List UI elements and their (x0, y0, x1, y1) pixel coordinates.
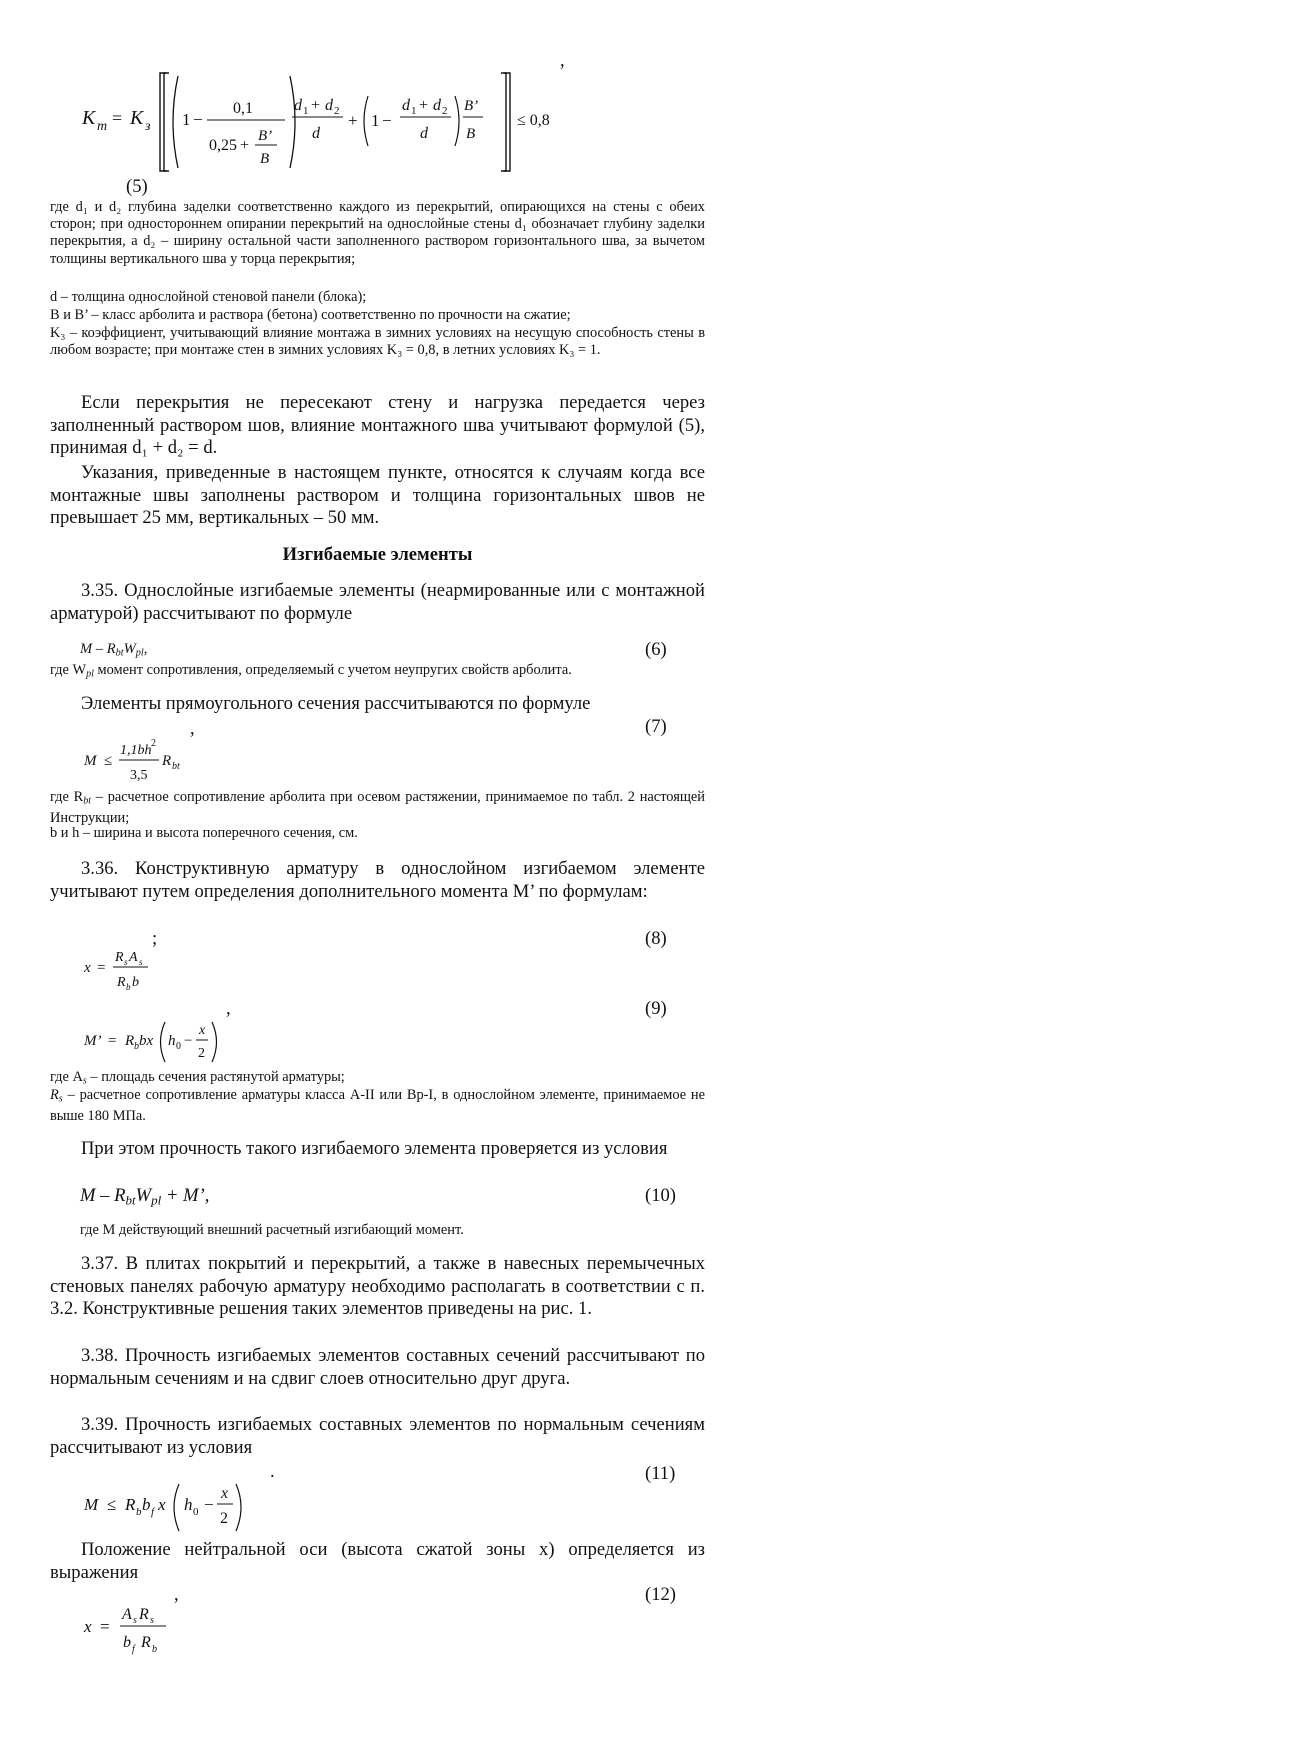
where9b: $R_s$ – расчетное сопротивление арматуры класса А-II или Вр-I, в однослойном элементе, принимаемое не выше 180 МПа. (50, 1087, 705, 1124)
svg-text:R: R (117, 975, 126, 990)
formula-9-comma: , (226, 998, 231, 1019)
svg-text:b: b (152, 1644, 157, 1655)
svg-text:0,25: 0,25 (209, 137, 237, 154)
svg-text:x: x (84, 1617, 92, 1636)
paragraph-3-39: 3.39. Прочность изгибаемых составных элементов по нормальным сечениям рассчитывают из условия (50, 1414, 705, 1458)
svg-text:A: A (122, 1606, 132, 1623)
formula-7-comma: , (190, 718, 195, 739)
where5-line3: B и B’ – класс арболита и раствора (бетона) соответственно по прочности на сжатие; (50, 307, 571, 323)
formula-12-comma: , (174, 1584, 179, 1605)
where6: где $W_{pl}$ момент сопротивления, определяемый с учетом неупругих свойств арболита. (50, 662, 572, 680)
formula-7-label: (7) (645, 716, 667, 737)
svg-text:−: − (204, 1495, 214, 1514)
svg-text:d: d (325, 97, 333, 114)
svg-text:1: 1 (303, 105, 309, 117)
formula-11-label: (11) (645, 1463, 676, 1484)
paragraph-condition: При этом прочность такого изгибаемого элемента проверяется из условия (81, 1138, 668, 1159)
paragraph-2: Указания, приведенные в настоящем пункте, относятся к случаям когда все монтажные швы заполнены раствором и толщина горизонтальных швов не превышает 25 мм, вертикальных – 50 мм. (50, 462, 705, 529)
svg-text:2: 2 (442, 105, 448, 117)
formula-10-label: (10) (645, 1185, 676, 1206)
svg-text:bx: bx (139, 1033, 154, 1049)
svg-text:≤: ≤ (104, 753, 113, 769)
svg-text:B’: B’ (258, 128, 273, 144)
where9: где $A_s$ – площадь сечения растянутой арматуры; (50, 1069, 345, 1087)
svg-text:b: b (123, 1634, 131, 1651)
svg-text:=: = (97, 960, 106, 976)
svg-text:2: 2 (334, 105, 340, 117)
where5-line2: d – толщина однослойной стеновой панели (блока); (50, 289, 367, 305)
formula-8 (80, 942, 170, 994)
svg-text:x: x (199, 1023, 206, 1038)
svg-text:x: x (84, 960, 91, 976)
formula-5-label: (5) (126, 176, 148, 197)
svg-text:≤: ≤ (107, 1495, 117, 1514)
svg-text:B’: B’ (464, 98, 479, 114)
svg-text:d: d (433, 97, 441, 114)
svg-text:=: = (100, 1617, 110, 1636)
formula-5 (80, 68, 560, 178)
formula-9-label: (9) (645, 998, 667, 1019)
svg-text:1,1bh: 1,1bh (120, 743, 152, 758)
where5-line4: K₃ – коэффициент, учитывающий влияние монтажа в зимних условиях на несущую способность стены в любом возрасте; при монтаже стен в зимних условиях K₃ = 0,8, в летних условиях K₃ = 1. (50, 325, 705, 359)
svg-text:R: R (125, 1033, 135, 1049)
svg-text:d: d (420, 125, 428, 142)
formula-12 (80, 1598, 190, 1660)
svg-text:2: 2 (151, 738, 156, 749)
svg-text:b: b (132, 975, 139, 990)
paragraph-3-37: 3.37. В плитах покрытий и перекрытий, а также в навесных перемычечных стеновых панелях рабочую арматуру необходимо располагать в соответствии с п. 3.2. Конструктивные решения таких элементов приведены на рис. 1. (50, 1253, 705, 1320)
formula-5-comma: , (560, 50, 565, 71)
svg-text:h: h (168, 1033, 176, 1049)
svg-text:bt: bt (172, 761, 180, 772)
svg-text:−: − (193, 110, 203, 129)
f5-lhs-sub: m (97, 119, 108, 134)
f5-k3-sub: з (145, 119, 151, 134)
svg-text:3,5: 3,5 (130, 768, 148, 783)
svg-text:b: b (136, 1506, 142, 1518)
svg-text:1: 1 (411, 105, 417, 117)
svg-text:h: h (184, 1495, 193, 1514)
svg-text:−: − (382, 111, 392, 130)
formula-9 (80, 1010, 230, 1065)
formula-6-label: (6) (645, 639, 667, 660)
svg-text:A: A (129, 950, 138, 965)
svg-text:R: R (125, 1495, 136, 1514)
formula-8-label: (8) (645, 928, 667, 949)
formula-11-dot: . (270, 1461, 275, 1482)
svg-text:R: R (141, 1634, 151, 1651)
where7: где $R_{bt}$ – расчетное сопротивление арболита при осевом растяжении, принимаемое по табл. 2 настоящей Инструкции; (50, 789, 705, 826)
svg-text:0: 0 (193, 1506, 199, 1518)
svg-text:b: b (142, 1495, 151, 1514)
formula-8-semicolon: ; (152, 928, 158, 949)
f5-k3: K (130, 107, 144, 129)
svg-text:b: b (126, 982, 131, 992)
svg-text:d: d (294, 97, 302, 114)
svg-text:d: d (402, 97, 410, 114)
formula-7 (80, 733, 200, 788)
svg-text:d: d (312, 125, 320, 142)
svg-text:B: B (466, 126, 476, 142)
svg-text:M: M (84, 753, 97, 769)
f5-le08: ≤ 0,8 (517, 112, 550, 129)
svg-text:2: 2 (220, 1510, 228, 1527)
f5-lhs: K (82, 107, 96, 129)
svg-text:1: 1 (371, 111, 380, 130)
section-title: Изгибаемые элементы (282, 544, 473, 565)
svg-text:s: s (124, 957, 128, 967)
svg-text:R: R (162, 753, 172, 769)
svg-text:=: = (112, 108, 123, 128)
svg-text:M: M (84, 1495, 99, 1514)
svg-text:−: − (184, 1033, 193, 1049)
paragraph-3-36: 3.36. Конструктивную арматуру в однослойном изгибаемом элементе учитывают путем определения дополнительного момента M’ по формулам: (50, 858, 705, 902)
svg-text:B: B (260, 151, 270, 167)
formula-10: $M - R_{bt}W_{pl} + M$’, (80, 1185, 210, 1208)
where5-line1: где d₁ и d₂ глубина заделки соответственно каждого из перекрытий, опирающихся на стены с обеих сторон; при одностороннем опирании перекрытий на однослойные стены d₁ обозначает глубину заделки перекрытия, а d₂ – ширину остальной части заполненного раствором горизонтального шва, за вычетом толщины вертикального шва у торца перекрытия; (50, 199, 705, 267)
svg-text:+: + (419, 97, 429, 114)
svg-text:s: s (133, 1615, 137, 1626)
svg-text:x: x (158, 1495, 166, 1514)
paragraph-1: Если перекрытия не пересекают стену и нагрузка передается через заполненный раствором шов, влияние монтажного шва учитывают формулой (5), принимая d₁ + d₂ = d. (50, 392, 705, 459)
svg-text:1: 1 (182, 110, 191, 129)
svg-text:b: b (134, 1041, 139, 1052)
where10: где M действующий внешний расчетный изгибающий момент. (80, 1222, 464, 1238)
paragraph-rect: Элементы прямоугольного сечения рассчитываются по формуле (81, 693, 591, 714)
svg-text:+: + (240, 137, 250, 154)
svg-text:=: = (108, 1033, 117, 1049)
svg-text:R: R (115, 950, 124, 965)
where7b: b и h – ширина и высота поперечного сечения, см. (50, 825, 358, 841)
svg-text:M’: M’ (84, 1033, 102, 1049)
svg-text:+: + (348, 111, 358, 130)
svg-text:0: 0 (176, 1041, 181, 1052)
svg-text:x: x (221, 1485, 229, 1502)
svg-text:s: s (139, 957, 143, 967)
formula-11 (80, 1476, 270, 1538)
formula-12-label: (12) (645, 1584, 676, 1605)
f5-num01: 0,1 (233, 100, 253, 117)
svg-text:+: + (311, 97, 321, 114)
svg-text:2: 2 (198, 1046, 205, 1061)
paragraph-3-38: 3.38. Прочность изгибаемых элементов составных сечений рассчитывают по нормальным сечениям и на сдвиг слоев относительно друг друга. (50, 1345, 705, 1389)
svg-text:f: f (151, 1506, 155, 1518)
svg-text:f: f (132, 1644, 135, 1655)
svg-text:R: R (139, 1606, 149, 1623)
paragraph-3-35: 3.35. Однослойные изгибаемые элементы (неармированные или с монтажной арматурой) рассчитывают по формуле (50, 580, 705, 624)
paragraph-neutral-axis: Положение нейтральной оси (высота сжатой зоны x) определяется из выражения (50, 1539, 705, 1583)
svg-text:s: s (150, 1615, 154, 1626)
formula-6: M – $R_{bt}W_{pl}$, (80, 641, 148, 659)
